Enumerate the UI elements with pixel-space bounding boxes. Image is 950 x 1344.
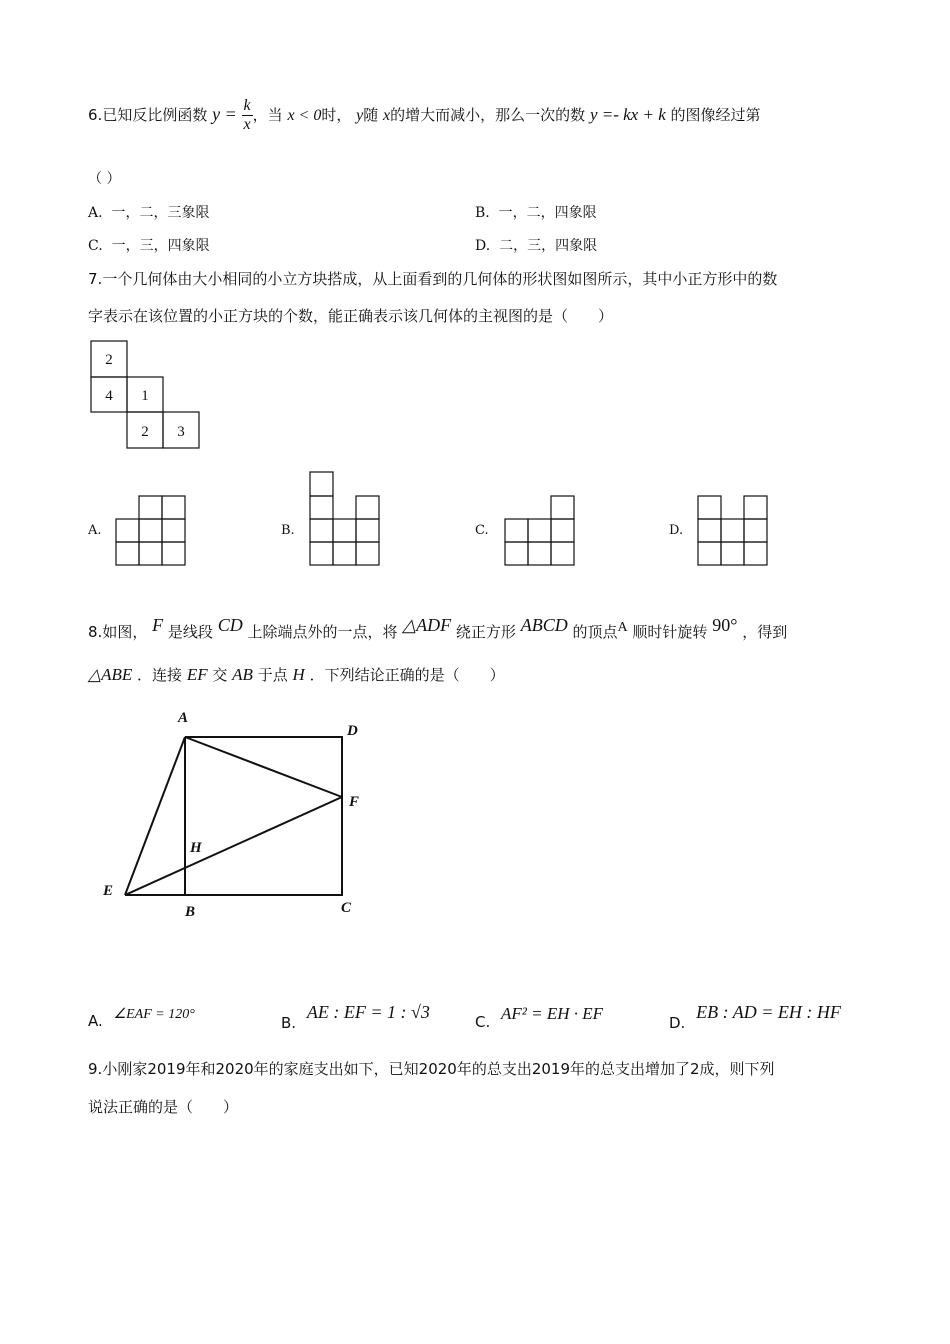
q6-text: 已知反比例函数 [102,106,208,124]
q7-option-b-figure [309,471,382,568]
top-view-cell: 4 [105,388,113,404]
q8-option-c: C. AF² = EH · EF [475,1004,604,1031]
top-view-cell: 2 [141,424,149,440]
q7-top-view-figure [90,340,202,450]
q7-number: 7. [88,270,103,288]
q6-option-c: C. 一，三，四象限 [88,238,210,254]
q6-condition: x < 0 [287,107,322,124]
q7-option-b-label: B. [281,523,295,538]
q6-linear-func: y =- kx + k [589,105,666,124]
q7-option-c-figure [504,495,577,568]
q7-option-d-figure [697,495,770,568]
q6-option-b: B. 一，二，四象限 [475,205,597,221]
q7-option-d-label: D. [669,523,684,538]
label-a: A [178,710,189,726]
q6-number: 6. [88,106,103,124]
q8-geometry-figure [95,700,375,930]
q7-line1: 7.一个几何体由大小相同的小立方块搭成，从上面看到的几何体的形状图如图所示，其中小正方形中的数 [88,270,778,288]
q9-line1: 9.小刚家2019年和2020年的家庭支出如下，已知2020年的总支出2019年的总支出增加了2成，则下列 [88,1060,775,1078]
label-b: B [185,904,196,920]
label-f: F [349,794,360,810]
q6-func-lhs: y = [212,104,237,124]
top-view-cell: 3 [177,424,185,440]
q8-line2: △ABE ．连接 EF 交 AB 于点 H ．下列结论正确的是（ ） [88,665,505,684]
q8-number: 8. [88,623,103,641]
q7-option-a-label: A. [88,523,102,538]
q7-option-c-label: C. [475,523,489,538]
top-view-cell: 1 [141,388,149,404]
q7-line2: 字表示在该位置的小正方块的个数，能正确表示该几何体的主视图的是（ ） [88,307,614,325]
q6-paren: （ ） [88,171,121,187]
label-d: D [347,723,358,739]
label-e: E [103,883,114,899]
q7-option-a-figure [115,495,188,568]
q9-number: 9. [88,1060,103,1078]
q6-option-a: A. 一，二，三象限 [88,205,210,221]
q8-option-d: D. EB : AD = EH : HF [669,1002,841,1032]
q8-option-a: A. ∠EAF = 120° [88,1007,195,1030]
q6-fraction: $\frac{k}{x}$ [243,97,251,133]
label-c: C [341,900,352,916]
q6-option-d: D. 二，三，四象限 [475,238,598,254]
q6-stem: 6.已知反比例函数 y = $\frac{k}{x}$ ，当 x < 0时， y随 x的增大而减小，那么一次的数 y =- kx + k 的图像经过第 [88,97,761,133]
q8-line1: 8.如图， F 是线段 CD 上除端点外的一点，将 △ADF 绕正方形 ABCD 的顶点A 顺时针旋转 90° ，得到 [88,615,788,641]
q8-option-b: B. AE : EF = 1 : √3 [281,1002,430,1032]
top-view-cell: 2 [105,352,113,368]
q9-line2: 说法正确的是（ ） [88,1098,239,1116]
label-h: H [190,840,202,856]
